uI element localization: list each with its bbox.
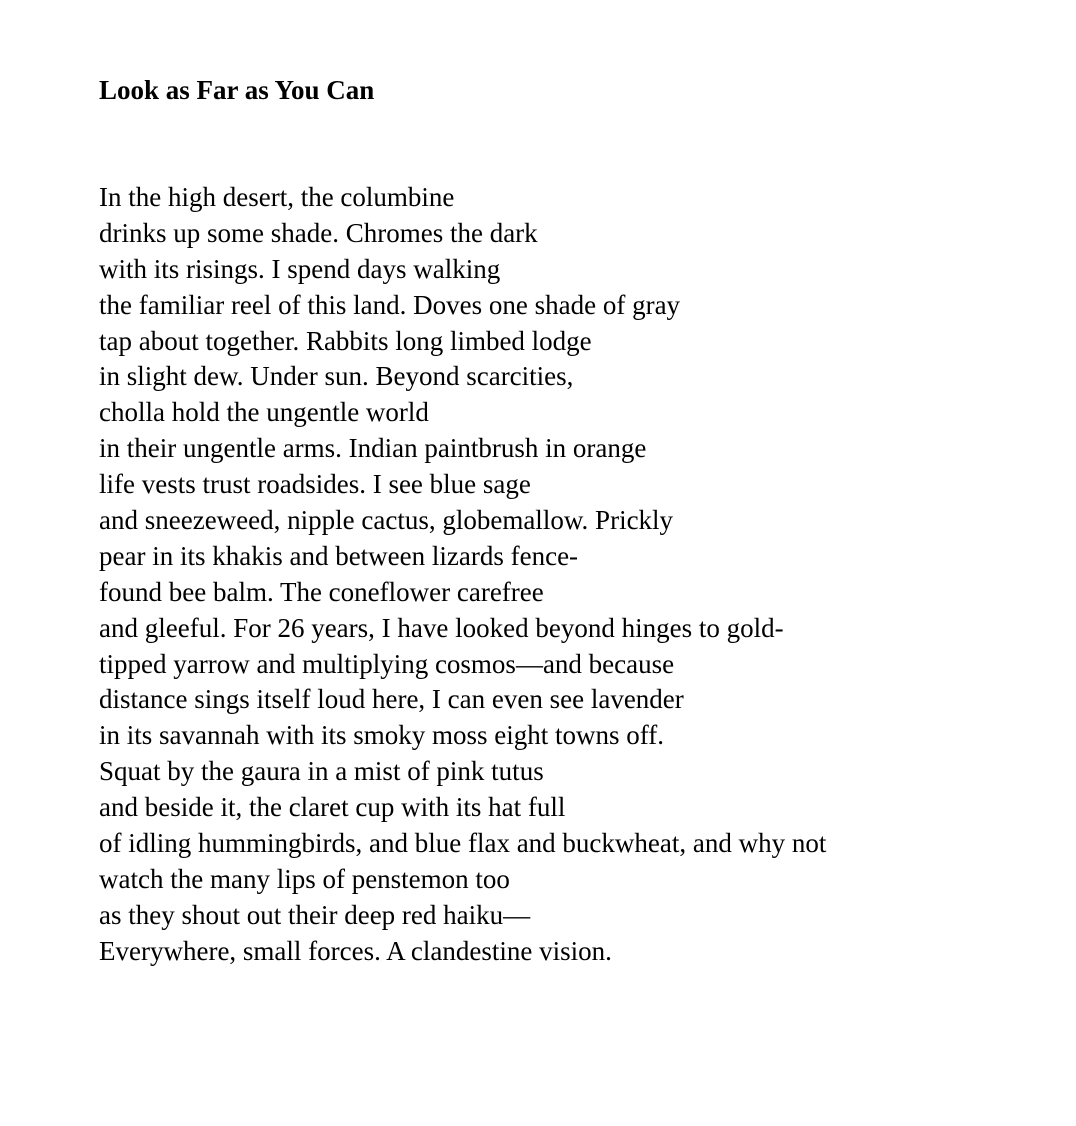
poem-line: in its savannah with its smoky moss eight towns off. bbox=[99, 720, 664, 751]
poem-body bbox=[99, 180, 826, 970]
poem-line: Squat by the gaura in a mist of pink tutus bbox=[99, 756, 544, 787]
poem-line: as they shout out their deep red haiku— bbox=[99, 899, 531, 930]
poem-line: In the high desert, the columbine bbox=[99, 182, 455, 212]
poem-title: Look as Far as You Can bbox=[99, 75, 375, 105]
poem-line: with its risings. I spend days walking bbox=[99, 253, 501, 284]
poem-line: the familiar reel of this land. Doves one shade of gray bbox=[99, 289, 681, 320]
poem-line: pear in its khakis and between lizards fence- bbox=[99, 540, 579, 571]
poem-line: and sneezeweed, nipple cactus, globemallow. Prickly bbox=[99, 505, 674, 536]
poem-line: watch the many lips of penstemon too bbox=[99, 863, 510, 894]
poem-line: and gleeful. For 26 years, I have looked beyond hinges to gold- bbox=[99, 612, 784, 643]
poem-line: and beside it, the claret cup with its hat full bbox=[99, 792, 566, 823]
poem-line: drinks up some shade. Chromes the dark bbox=[99, 217, 538, 248]
poem-line: in their ungentle arms. Indian paintbrush in orange bbox=[99, 433, 647, 464]
poem-line: distance sings itself loud here, I can even see lavender bbox=[99, 684, 684, 715]
poem-line: in slight dew. Under sun. Beyond scarcities, bbox=[99, 361, 574, 392]
poem-line: tipped yarrow and multiplying cosmos—and because bbox=[99, 648, 675, 679]
poem-line: life vests trust roadsides. I see blue sage bbox=[99, 469, 531, 500]
poem-line: tap about together. Rabbits long limbed lodge bbox=[99, 325, 592, 356]
poem-line: Everywhere, small forces. A clandestine vision. bbox=[99, 935, 612, 966]
poem-line: of idling hummingbirds, and blue flax and buckwheat, and why not bbox=[99, 828, 827, 859]
poem-line: cholla hold the ungentle world bbox=[99, 397, 429, 428]
poem-line: found bee balm. The coneflower carefree bbox=[99, 576, 544, 607]
